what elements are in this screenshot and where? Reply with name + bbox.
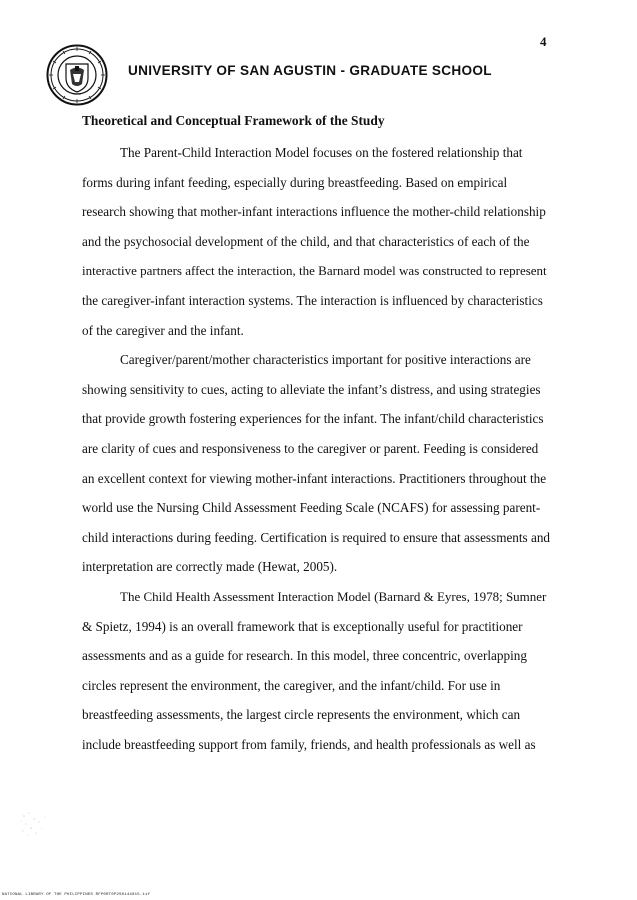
text-line: include breastfeeding support from family, friends, and health professionals as well as — [82, 736, 536, 752]
text-line: & Spietz, 1994) is an overall framework that is exceptionally useful for practitioner — [82, 618, 523, 634]
text-line: Caregiver/parent/mother characteristics important for positive interactions are — [120, 352, 531, 368]
text-line: assessments and as a guide for research. In this model, three concentric, overlapping — [82, 648, 527, 664]
text-line: showing sensitivity to cues, acting to alleviate the infant’s distress, and using strategies — [82, 381, 541, 397]
text-line: the caregiver-infant interaction systems. The interaction is influenced by characteristics — [82, 292, 543, 308]
section-heading: Theoretical and Conceptual Framework of the Study — [82, 113, 385, 128]
text-line: are clarity of cues and responsiveness to the caregiver or parent. Feeding is considered — [82, 440, 539, 456]
scan-noise — [20, 810, 50, 838]
text-line: The Child Health Assessment Interaction Model (Barnard & Eyres, 1978; Sumner — [120, 588, 547, 604]
text-line: forms during infant feeding, especially during breastfeeding. Based on empirical — [82, 174, 508, 190]
text-line: that provide growth fostering experiences for the infant. The infant/child characteristics — [82, 411, 544, 427]
text-line: research showing that mother-infant interactions influence the mother-child relationship — [82, 204, 546, 220]
text-line: circles represent the environment, the caregiver, and the infant/child. For use in — [82, 677, 501, 693]
text-line: interpretation are correctly made (Hewat, 2005). — [82, 559, 338, 575]
text-line: and the psychosocial development of the child, and that characteristics of each of the — [82, 233, 530, 249]
page-number: 4 — [540, 34, 547, 49]
text-line: The Parent-Child Interaction Model focuses on the fostered relationship that — [120, 145, 523, 160]
university-seal-icon — [46, 44, 108, 106]
header-title: UNIVERSITY OF SAN AGUSTIN - GRADUATE SCHOOL — [128, 63, 492, 78]
text-line: breastfeeding assessments, the largest circle represents the environment, which can — [82, 707, 521, 723]
text-line: of the caregiver and the infant. — [82, 322, 244, 338]
text-line: an excellent context for viewing mother-infant interactions. Practitioners throughout the — [82, 470, 547, 486]
text-line: interactive partners affect the interaction, the Barnard model was constructed to represent — [82, 263, 547, 279]
body-text — [82, 138, 552, 759]
text-line: child interactions during feeding. Certification is required to ensure that assessments and — [82, 529, 551, 545]
text-line: world use the Nursing Child Assessment Feeding Scale (NCAFS) for assessing parent- — [82, 500, 541, 516]
footer-stamp: NATIONAL LIBRARY OF THE PHILIPPINES RFP0RT0P2S0144015.tif — [2, 893, 151, 897]
